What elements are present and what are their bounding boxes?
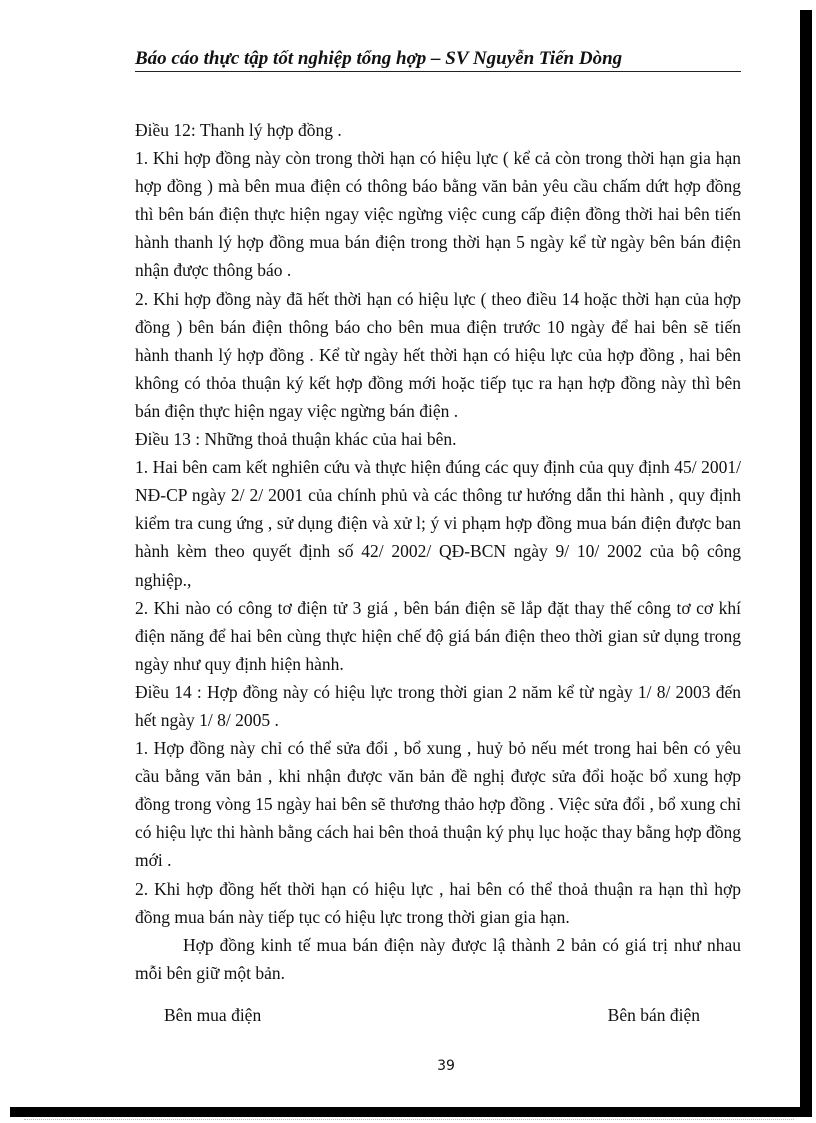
document-body: [135, 116, 741, 987]
header-divider: [135, 71, 741, 72]
page-shadow-bottom: [10, 1107, 812, 1117]
article-12-heading: Điều 12: Thanh lý hợp đồng .: [135, 120, 342, 140]
page-shadow-right: [800, 10, 812, 1115]
article-14-clause-2: 2. Khi hợp đồng hết thời hạn có hiệu lực , hai bên có thể thoả thuận ra hạn thì hợp đồng mua bán này tiếp tục có hiệu lực trong thời gian gia hạn.: [135, 878, 741, 927]
page-break-divider: [24, 1119, 794, 1120]
closing-statement: Hợp đồng kinh tế mua bán điện này được lậ thành 2 bản có giá trị như nhau mỗi bên giữ một bản.: [135, 934, 741, 983]
article-13-clause-1: 1. Hai bên cam kết nghiên cứu và thực hiện đúng các quy định của quy định 45/ 2001/ NĐ-CP ngày 2/ 2/ 2001 của chính phủ và các thông tư hướng dẫn thi hành , quy định kiểm tra cung ứng , sử dụng điện và xử l; ý vi phạm hợp đồng mua bán điện được ban hành kèm theo quyết định số 42/ 2002/ QĐ-BCN ngày 9/ 10/ 2002 của bộ công nghiệp.,: [135, 457, 741, 590]
page-number: 39: [437, 1058, 455, 1074]
buyer-signature-label: Bên mua điện: [164, 1005, 262, 1025]
page-header-title: Báo cáo thực tập tốt nghiệp tổng hợp – SV Nguyễn Tiến Dòng: [135, 48, 623, 69]
article-12-clause-2: 2. Khi hợp đồng này đã hết thời hạn có hiệu lực ( theo điều 14 hoặc thời hạn của hợp đồng ) bên bán điện thông báo cho bên mua điện trước 10 ngày để hai bên sẽ tiến hành thanh lý hợp đồng . Kể từ ngày hết thời hạn có hiệu lực của hợp đồng , hai bên không có thỏa thuận ký kết hợp đồng mới hoặc tiếp tục ra hạn hợp đồng này thì bên bán điện thực hiện ngay việc ngừng bán điện .: [135, 288, 741, 421]
article-13-clause-2: 2. Khi nào có công tơ điện tử 3 giá , bên bán điện sẽ lắp đặt thay thế công tơ cơ khí điện năng để hai bên cùng thực hiện chế độ giá bán điện theo thời gian sử dụng trong ngày như quy định hiện hành.: [135, 597, 741, 674]
seller-signature-label: Bên bán điện: [607, 1005, 700, 1025]
article-12-clause-1: 1. Khi hợp đồng này còn trong thời hạn có hiệu lực ( kể cả còn trong thời hạn gia hạn hợp đồng ) mà bên mua điện có thông báo bằng văn bản yêu cầu chấm dứt hợp đồng thì bên bán điện thực hiện ngay việc ngừng việc cung cấp điện đồng thời hai bên tiến hành thanh lý hợp đồng mua bán điện trong thời hạn 5 ngày kể từ ngày bên bán điện nhận được thông báo .: [135, 148, 741, 281]
article-13-heading: Điều 13 : Những thoả thuận khác của hai bên.: [135, 429, 457, 450]
article-14-heading: Điều 14 : Hợp đồng này có hiệu lực trong thời gian 2 năm kể từ ngày 1/ 8/ 2003 đến hết ngày 1/ 8/ 2005 .: [135, 681, 741, 730]
article-14-clause-1: 1. Hợp đồng này chỉ có thể sửa đổi , bổ xung , huỷ bỏ nếu mét trong hai bên có yêu cầu bằng văn bản , khi nhận được văn bản đề nghị được sửa đổi hoặc bổ xung hợp đồng trong vòng 15 ngày hai bên sẽ thương thảo hợp đồng . Việc sửa đổi , bổ xung chỉ có hiệu lực thi hành bằng cách hai bên thoả thuận ký phụ lục hoặc thay bằng hợp đồng mới .: [135, 738, 741, 871]
